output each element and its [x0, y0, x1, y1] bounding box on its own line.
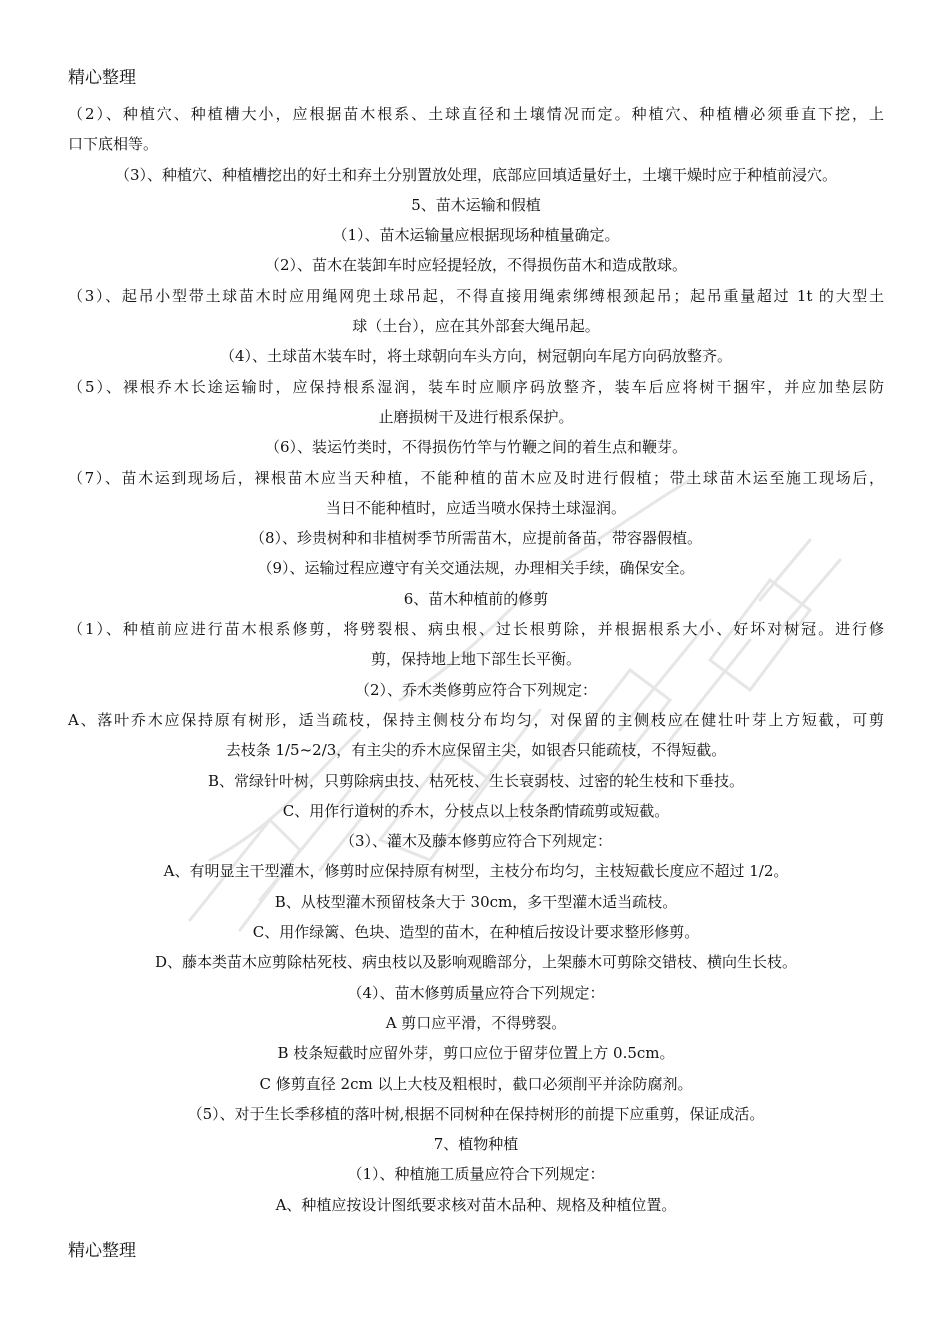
paragraph-line: （2）、种植穴、种植槽大小，应根据苗木根系、土球直径和土壤情况而定。种植穴、种植槽必须垂直下挖，上	[68, 105, 884, 123]
paragraph-line: C、用作行道树的乔木，分枝点以上枝条酌情疏剪或短截。	[282, 801, 670, 820]
paragraph-line: （4）、土球苗木装车时，将土球朝向车头方向，树冠朝向车尾方向码放整齐。	[219, 347, 733, 366]
paragraph-line: 剪，保持地上地下部生长平衡。	[370, 650, 581, 669]
paragraph-line: B、常绿针叶树，只剪除病虫技、枯死枝、生长衰弱枝、过密的轮生枝和下垂技。	[207, 771, 745, 790]
paragraph-line: （1）、苗木运输量应根据现场种植量确定。	[332, 226, 620, 245]
paragraph-line: （3）、起吊小型带土球苗木时应用绳网兜土球吊起，不得直接用绳索绑缚根颈起吊；起吊重量超过 1t 的大型土	[68, 286, 884, 305]
page-header: 精心整理	[68, 68, 136, 88]
paragraph-line: （9）、运输过程应遵守有关交通法规，办理相关手续，确保安全。	[257, 559, 695, 578]
paragraph-line: B 枝条短截时应留外芽，剪口应位于留芽位置上方 0.5cm。	[277, 1044, 675, 1063]
paragraph-line: 当日不能种植时，应适当喷水保持土球湿润。	[325, 498, 626, 517]
paragraph-line: （1）、种植前应进行苗木根系修剪，将劈裂根、病虫根、过长根剪除，并根据根系大小、好坏对树冠。进行修	[68, 620, 884, 639]
paragraph-line: D、藤本类苗木应剪除枯死枝、病虫枝以及影响观瞻部分，上架藤木可剪除交错枝、横向生长枝。	[154, 953, 798, 972]
paragraph-line: 去枝条 1/5~2/3，有主尖的乔木应保留主尖，如银杏只能疏枝，不得短截。	[225, 741, 727, 760]
paragraph-line: （5）、对于生长季移植的落叶树,根据不同树种在保持树形的前提下应重剪，保证成活。	[187, 1104, 765, 1123]
paragraph-line: C、用作绿篱、色块、造型的苗木，在种植后按设计要求整形修剪。	[252, 923, 700, 942]
paragraph-line: （2）、乔木类修剪应符合下列规定：	[354, 680, 598, 699]
paragraph-line: （1）、种植施工质量应符合下列规定：	[347, 1165, 605, 1184]
paragraph-line: （4）、苗木修剪质量应符合下列规定：	[347, 983, 605, 1002]
paragraph-line: （5）、裸根乔木长途运输时，应保持根系湿润，装车时应顺序码放整齐，装车后应将树干捆牢，并应加垫层防	[68, 377, 884, 396]
paragraph-line: （8）、珍贵树种和非植树季节所需苗木，应提前备苗，带容器假植。	[249, 529, 703, 548]
paragraph-line: A、有明显主干型灌木，修剪时应保持原有树型，主枝分布均匀，主枝短截长度应不超过 1/2。	[163, 862, 789, 881]
section-heading: 7、植物种植	[433, 1135, 519, 1154]
paragraph-line: A、落叶乔木应保持原有树形，适当疏枝，保持主侧枝分布均匀，对保留的主侧枝应在健壮叶芽上方短截，可剪	[68, 710, 884, 729]
paragraph-line: （3）、种植穴、种植槽挖出的好土和弃土分别置放处理，底部应回填适量好土，土壤干燥时应于种植前浸穴。	[114, 165, 838, 184]
paragraph-line: C 修剪直径 2cm 以上大枝及粗根时，截口必须削平并涂防腐剂。	[259, 1074, 693, 1093]
paragraph-line: B、从枝型灌木预留枝条大于 30cm，多干型灌木适当疏枝。	[274, 892, 678, 911]
paragraph-line: 球（土台），应在其外部套大绳吊起。	[352, 317, 600, 336]
document-body	[68, 99, 884, 1220]
paragraph-line: A、种植应按设计图纸要求核对苗木品种、规格及种植位置。	[275, 1195, 677, 1214]
paragraph-line: （6）、装运竹类时，不得损伤竹竿与竹鞭之间的着生点和鞭芽。	[264, 438, 688, 457]
paragraph-line: （7）、苗木运到现场后，裸根苗木应当天种植，不能种植的苗木应及时进行假植；带土球苗木运至施工现场后，	[68, 468, 884, 487]
section-heading: 6、苗木种植前的修剪	[403, 589, 549, 608]
paragraph-line: 止磨损树干及进行根系保护。	[378, 407, 574, 426]
paragraph-line: （3）、灌木及藤本修剪应符合下列规定：	[339, 832, 613, 851]
paragraph-line: （2）、苗木在装卸车时应轻提轻放，不得损伤苗木和造成散球。	[264, 256, 688, 275]
paragraph-line: 口下底相等。	[68, 135, 159, 154]
section-heading: 5、苗木运输和假植	[411, 195, 541, 214]
paragraph-line: A 剪口应平滑，不得劈裂。	[385, 1013, 567, 1032]
page-footer: 精心整理	[68, 1241, 136, 1261]
